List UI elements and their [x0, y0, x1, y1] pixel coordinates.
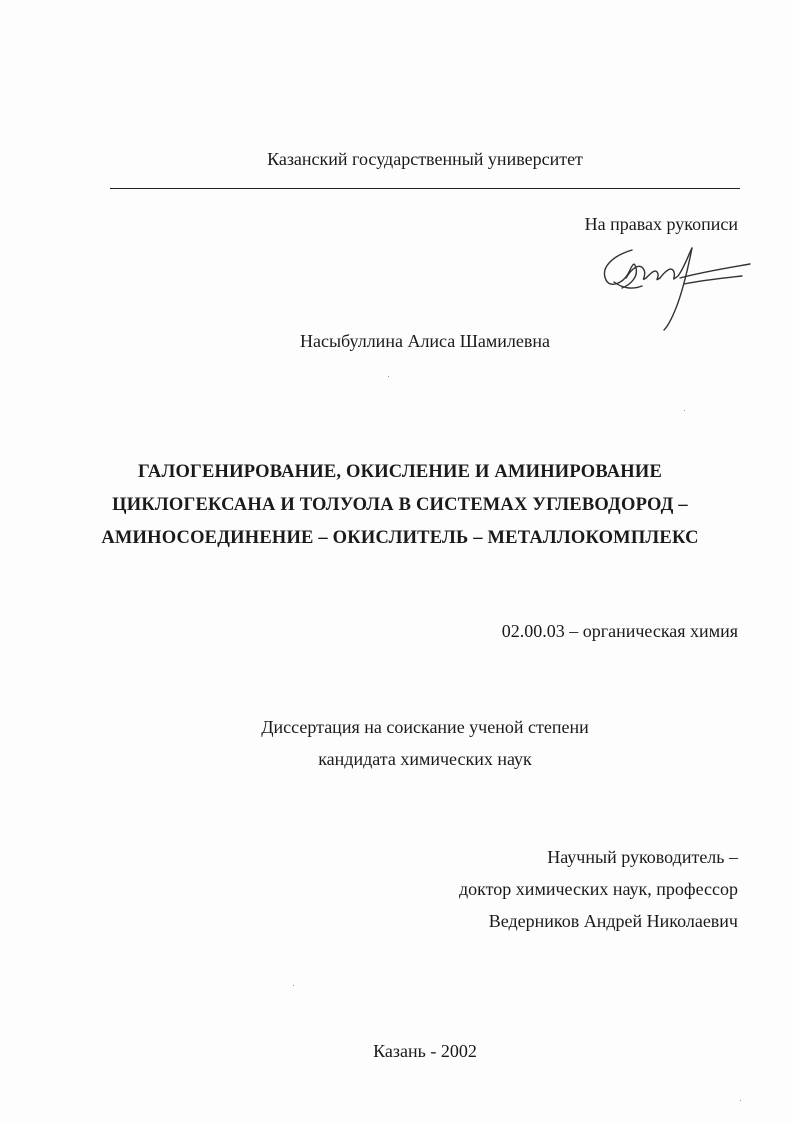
author-name: Насыбуллина Алиса Шамилевна	[299, 331, 551, 351]
scan-speck	[740, 1100, 741, 1101]
specialty-code: 02.00.03 – органическая химия	[501, 621, 738, 641]
header-divider	[110, 188, 740, 189]
degree-line-2: кандидата химических наук	[318, 749, 532, 769]
title-line: ЦИКЛОГЕКСАНА И ТОЛУОЛА В СИСТЕМАХ УГЛЕВОДОРОД –	[112, 495, 688, 515]
manuscript-note: На правах рукописи	[584, 214, 738, 234]
degree-line-1: Диссертация на соискание ученой степени	[261, 717, 589, 737]
author-signature	[592, 238, 752, 333]
scan-speck	[388, 376, 389, 377]
supervisor-role: Научный руководитель –	[547, 847, 738, 867]
university-name: Казанский государственный университет	[267, 149, 583, 169]
scan-speck	[684, 410, 685, 411]
scan-speck	[293, 985, 294, 986]
title-line: АМИНОСОЕДИНЕНИЕ – ОКИСЛИТЕЛЬ – МЕТАЛЛОКОМПЛЕКС	[101, 528, 699, 548]
title-line: ГАЛОГЕНИРОВАНИЕ, ОКИСЛЕНИЕ И АМИНИРОВАНИЕ	[137, 462, 663, 482]
supervisor-name: Ведерников Андрей Николаевич	[488, 911, 738, 931]
dissertation-title	[80, 456, 720, 555]
city-year: Казань - 2002	[373, 1041, 477, 1061]
supervisor-title: доктор химических наук, профессор	[459, 879, 738, 899]
